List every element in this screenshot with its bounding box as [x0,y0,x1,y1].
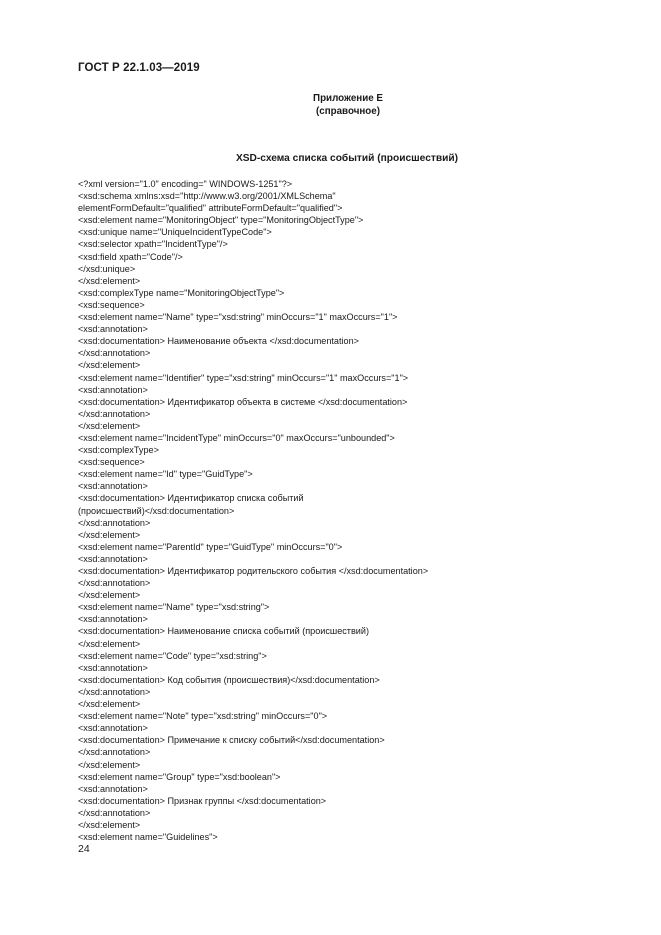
code-line: </xsd:annotation> [78,747,151,758]
code-line: <?xml version="1.0" encoding=" WINDOWS-1251"?> [78,179,293,189]
code-line: </xsd:element> [78,759,141,770]
appendix-heading [300,92,396,118]
code-line: </xsd:annotation> [78,807,151,818]
code-line: <xsd:annotation> [78,783,148,794]
code-line: </xsd:unique> [78,263,136,274]
code-line: </xsd:element> [78,819,141,830]
code-line: </xsd:annotation> [78,578,151,589]
code-line: <xsd:element name="Identifier" type="xsd:string" minOccurs="1" maxOccurs="1"> [78,372,409,383]
code-line: (происшествий)</xsd:documentation> [78,505,235,516]
code-line: <xsd:documentation> Наименование объекта </xsd:documentation> [78,336,359,347]
code-line: </xsd:element> [78,420,141,431]
code-line: <xsd:annotation> [78,614,148,625]
code-line: </xsd:element> [78,529,141,540]
code-line: </xsd:annotation> [78,686,151,697]
code-line: <xsd:complexType name="MonitoringObjectType"> [78,287,285,298]
standard-code: ГОСТ Р 22.1.03—2019 [78,62,200,74]
code-line: <xsd:element name="Name" type="xsd:string" minOccurs="1" maxOccurs="1"> [78,312,398,323]
code-line: <xsd:documentation> Признак группы </xsd:documentation> [78,795,327,806]
appendix-title: Приложение Е [313,93,383,104]
code-line: <xsd:annotation> [78,553,148,564]
code-line: <xsd:annotation> [78,324,148,335]
code-line: <xsd:complexType> [78,445,159,456]
code-line: <xsd:annotation> [78,481,148,492]
code-line: <xsd:element name="IncidentType" minOccurs="0" maxOccurs="unbounded"> [78,432,395,443]
appendix-note: (справочное) [316,106,380,117]
code-line: <xsd:documentation> Код события (происшествия)</xsd:documentation> [78,674,380,685]
code-line: <xsd:schema xmlns:xsd="http://www.w3.org/2001/XMLSchema" [78,191,336,202]
code-line: <xsd:element name="Name" type="xsd:string"> [78,602,270,613]
page-title: XSD-схема списка событий (происшествий) [235,153,459,164]
code-line: <xsd:annotation> [78,384,148,395]
code-line: <xsd:documentation> Наименование списка событий (происшествий) [78,626,369,637]
code-line: <xsd:field xpath="Code"/> [78,251,183,262]
code-line: </xsd:annotation> [78,348,151,359]
code-line: </xsd:element> [78,360,141,371]
code-line: <xsd:unique name="UniqueIncidentTypeCode"> [78,227,272,238]
code-line: <xsd:selector xpath="IncidentType"/> [78,239,228,250]
code-line: </xsd:annotation> [78,517,151,528]
code-line: <xsd:element name="Group" type="xsd:boolean"> [78,771,281,782]
code-line: </xsd:element> [78,638,141,649]
code-line: <xsd:documentation> Идентификатор родительского события </xsd:documentation> [78,566,429,576]
code-line: <xsd:element name="Guidelines"> [78,832,218,843]
code-line: <xsd:element name="MonitoringObject" type="MonitoringObjectType"> [78,215,364,226]
code-line: <xsd:documentation> Идентификатор объекта в системе </xsd:documentation> [78,396,408,407]
code-line: </xsd:element> [78,699,141,710]
page-number: 24 [78,843,90,855]
code-line: <xsd:documentation> Примечание к списку событий</xsd:documentation> [78,735,385,746]
code-line: <xsd:sequence> [78,299,145,310]
code-line: <xsd:documentation> Идентификатор списка событий [78,493,304,504]
code-line: elementFormDefault="qualified" attributeFormDefault="qualified"> [78,203,343,214]
code-line: <xsd:sequence> [78,457,145,468]
code-line: <xsd:element name="ParentId" type="GuidType" minOccurs="0"> [78,541,343,552]
code-line: </xsd:annotation> [78,408,151,419]
xsd-code-listing [78,178,588,843]
code-line: <xsd:element name="Id" type="GuidType"> [78,469,253,480]
code-line: </xsd:element> [78,590,141,601]
code-line: <xsd:annotation> [78,723,148,734]
code-line: <xsd:element name="Code" type="xsd:string"> [78,650,267,661]
code-line: <xsd:annotation> [78,662,148,673]
code-line: <xsd:element name="Note" type="xsd:string" minOccurs="0"> [78,711,328,722]
code-line: </xsd:element> [78,275,141,286]
